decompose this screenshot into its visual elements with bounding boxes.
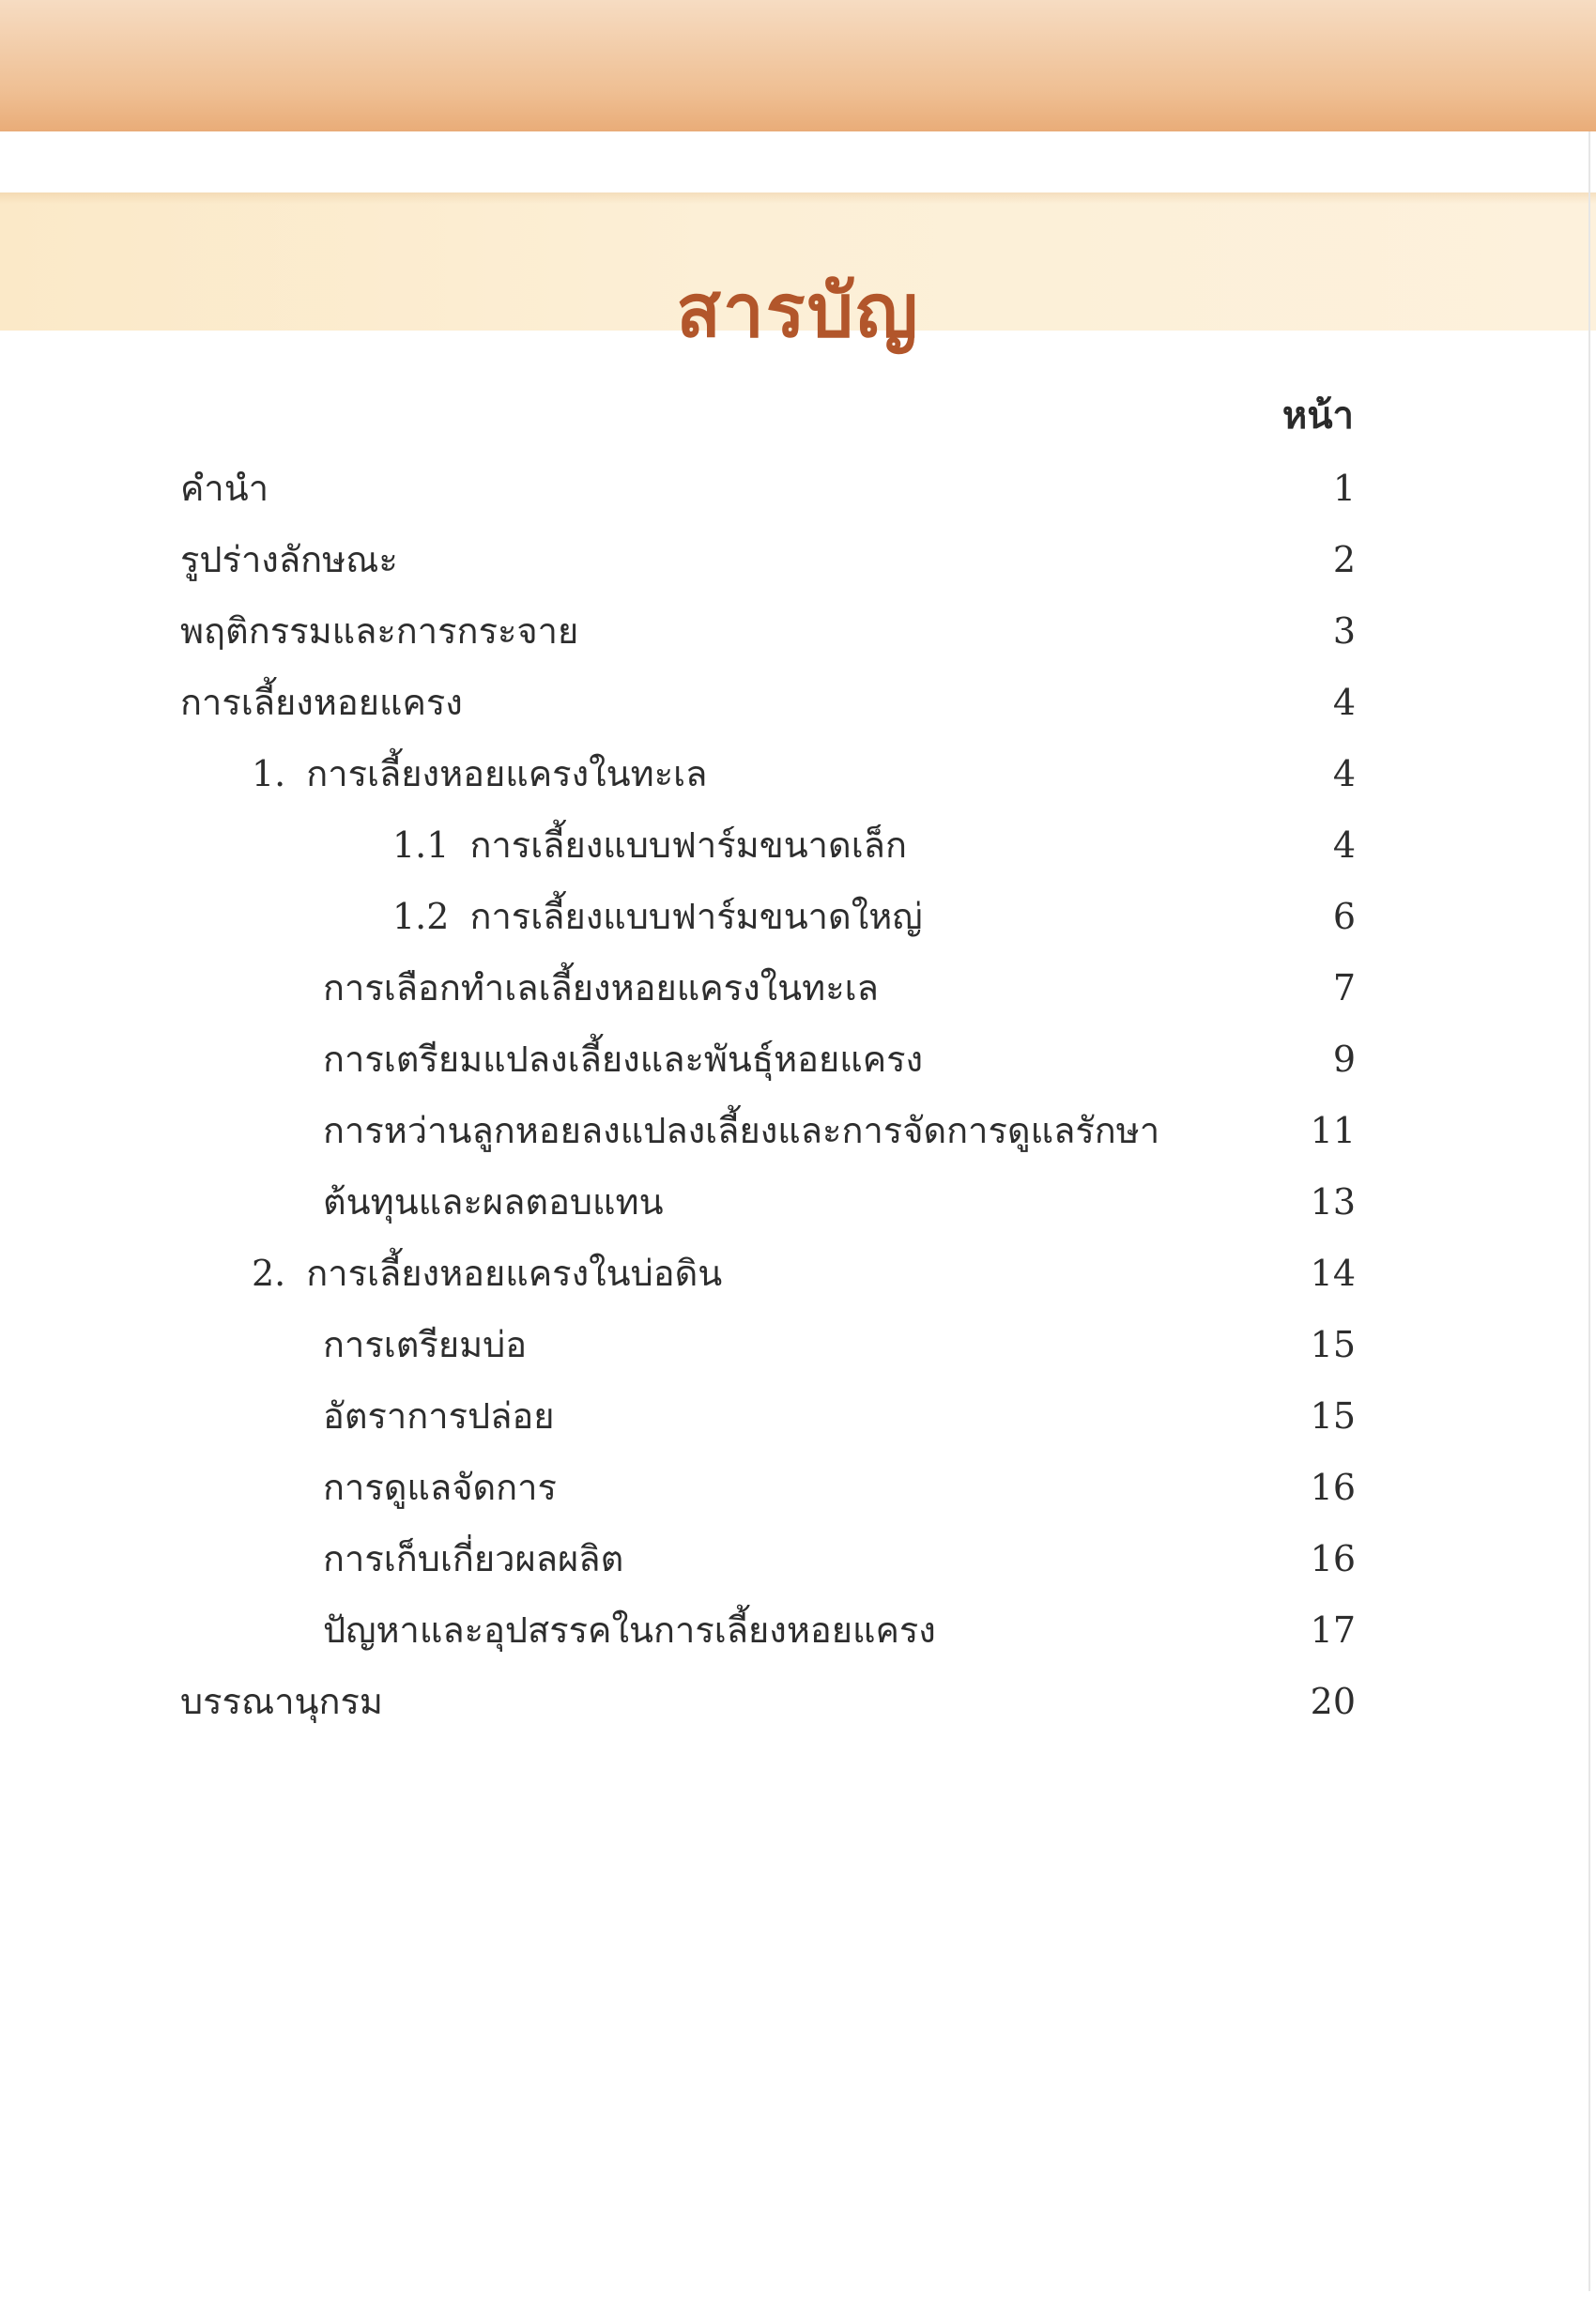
toc-entry-page: 16 (1310, 1538, 1356, 1579)
toc-entry-text: การเก็บเกี่ยวผลผลิต (323, 1538, 624, 1579)
toc-entry-page: 11 (1310, 1110, 1356, 1151)
toc-entry-page: 16 (1310, 1467, 1356, 1508)
toc-entry-large-farm[interactable] (0, 888, 1596, 960)
toc-entry-label (323, 960, 879, 1016)
toc-entry-pond-culture[interactable] (0, 1245, 1596, 1316)
toc-entry-stocking-rate[interactable] (0, 1388, 1596, 1459)
toc-entry-text: คำนำ (180, 468, 269, 509)
toc-entry-label (323, 1316, 527, 1373)
toc-entry-label (180, 603, 578, 659)
toc-entry-plot-preparation[interactable] (0, 1031, 1596, 1102)
toc-entry-page: 2 (1332, 539, 1356, 580)
toc-entry-page: 4 (1332, 824, 1356, 866)
toc-entry-preface[interactable] (0, 460, 1596, 531)
toc-entry-label (323, 1031, 923, 1087)
toc-entry-label (392, 817, 907, 873)
toc-entry-page: 15 (1310, 1395, 1356, 1437)
toc-entry-pond-preparation[interactable] (0, 1316, 1596, 1388)
toc-entry-site-selection[interactable] (0, 960, 1596, 1031)
toc-entry-label (323, 1174, 664, 1230)
toc-entry-behavior[interactable] (0, 603, 1596, 674)
toc-entry-page: 4 (1332, 753, 1356, 794)
toc-entry-page: 3 (1332, 610, 1356, 652)
toc-entry-label (323, 1102, 1159, 1159)
toc-entry-number: 2. (252, 1253, 286, 1294)
toc-entry-page: 20 (1310, 1681, 1356, 1722)
toc-entry-text: การดูแลจัดการ (323, 1467, 557, 1508)
toc-entry-harvest[interactable] (0, 1531, 1596, 1602)
title-banner-shadow (0, 192, 1596, 204)
toc-entry-page: 17 (1310, 1609, 1356, 1651)
toc-entry-text: การเลี้ยงหอยแครง (180, 682, 463, 723)
toc-entry-text: การเลี้ยงแบบฟาร์มขนาดเล็ก (469, 824, 907, 866)
toc-entry-label (323, 1388, 555, 1444)
toc-entry-page: 13 (1310, 1181, 1356, 1223)
toc-entry-culture[interactable] (0, 674, 1596, 746)
toc-entry-label (180, 460, 269, 516)
toc-entry-text: พฤติกรรมและการกระจาย (180, 610, 579, 652)
table-of-contents (0, 460, 1596, 1745)
toc-entry-number: 1.2 (392, 896, 450, 937)
toc-entry-text: บรรณานุกรม (180, 1681, 383, 1722)
toc-entry-text: การเลี้ยงหอยแครงในบ่อดิน (306, 1253, 723, 1294)
toc-entry-bibliography[interactable] (0, 1673, 1596, 1745)
toc-entry-label (180, 531, 398, 588)
toc-entry-text: การเลี้ยงหอยแครงในทะเล (306, 753, 708, 794)
toc-entry-page: 14 (1310, 1253, 1356, 1294)
toc-entry-text: การเลี้ยงแบบฟาร์มขนาดใหญ่ (469, 896, 923, 937)
top-decorative-band (0, 0, 1596, 131)
toc-entry-text: อัตราการปล่อย (323, 1395, 555, 1437)
toc-entry-label (180, 674, 463, 731)
toc-entry-text: ปัญหาและอุปสรรคในการเลี้ยงหอยแครง (323, 1609, 936, 1651)
toc-entry-seeding-management[interactable] (0, 1102, 1596, 1174)
toc-entry-morphology[interactable] (0, 531, 1596, 603)
toc-entry-page: 6 (1332, 896, 1356, 937)
toc-entry-label (323, 1459, 557, 1516)
toc-entry-label (180, 1673, 383, 1730)
toc-entry-cost-return[interactable] (0, 1174, 1596, 1245)
toc-entry-text: การหว่านลูกหอยลงแปลงเลี้ยงและการจัดการดูแลรักษา (323, 1110, 1160, 1151)
page-title: สารบัญ (676, 269, 920, 355)
page-column-header: หน้า (1281, 393, 1354, 438)
toc-entry-page: 15 (1310, 1324, 1356, 1365)
toc-entry-problems[interactable] (0, 1602, 1596, 1673)
toc-entry-label (323, 1531, 623, 1587)
toc-entry-management[interactable] (0, 1459, 1596, 1531)
toc-entry-number: 1.1 (392, 824, 450, 866)
toc-entry-text: การเลือกทำเลเลี้ยงหอยแครงในทะเล (323, 967, 879, 1008)
toc-entry-sea-culture[interactable] (0, 746, 1596, 817)
toc-entry-page: 1 (1332, 468, 1356, 509)
toc-entry-text: รูปร่างลักษณะ (180, 539, 398, 580)
toc-entry-label (252, 746, 707, 802)
toc-entry-page: 9 (1332, 1039, 1356, 1080)
toc-entry-label (323, 1602, 936, 1658)
toc-entry-number: 1. (252, 753, 286, 794)
toc-entry-text: ต้นทุนและผลตอบแทน (323, 1181, 664, 1223)
toc-entry-text: การเตรียมบ่อ (323, 1324, 528, 1365)
toc-entry-small-farm[interactable] (0, 817, 1596, 888)
toc-entry-page: 7 (1332, 967, 1356, 1008)
toc-entry-text: การเตรียมแปลงเลี้ยงและพันธุ์หอยแครง (323, 1039, 924, 1080)
toc-entry-page: 4 (1332, 682, 1356, 723)
toc-entry-label (252, 1245, 722, 1301)
toc-entry-label (392, 888, 923, 945)
